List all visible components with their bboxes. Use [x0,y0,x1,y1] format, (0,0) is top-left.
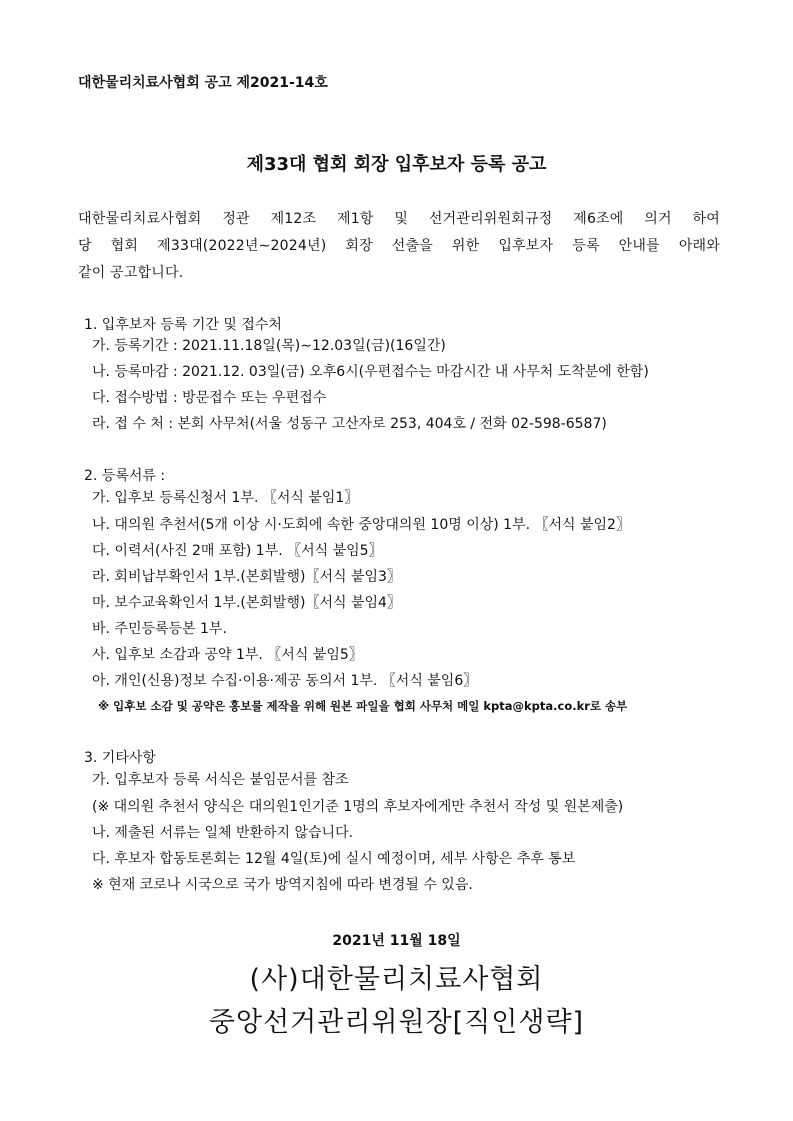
section3-item: ※ 현재 코로나 시국으로 국가 방역지침에 따라 변경될 수 있음. [92,877,473,893]
section2-item: 다. 이력서(사진 2매 포함) 1부. 〖서식 붙임5〗 [92,543,383,559]
section1-item: 가. 등록기간 : 2021.11.18일(목)∼12.03일(금)(16일간) [92,338,446,354]
signatory: 중앙선거관리위원장[직인생략] [208,1007,585,1038]
section2-heading: 2. 등록서류 : [84,468,166,484]
section2-item: 가. 입후보 등록신청서 1부. 〖서식 붙임1〗 [92,490,359,506]
intro-paragraph [78,206,720,287]
section1-item: 나. 등록마감 : 2021.12. 03일(금) 오후6시(우편접수는 마감시간 내 사무처 도착분에 한함) [92,364,649,380]
section3-item: 나. 제출된 서류는 일체 반환하지 않습니다. [92,825,354,841]
section2-item: 마. 보수교육확인서 1부.(본회발행)〖서식 붙임4〗 [92,595,401,611]
section1-item: 다. 접수방법 : 방문접수 또는 우편접수 [92,390,327,406]
section2-item: 아. 개인(신용)정보 수집·이용·제공 동의서 1부. 〖서식 붙임6〗 [92,673,478,689]
section3-item: (※ 대의원 추천서 양식은 대의원1인기준 1명의 후보자에게만 추천서 작성 및 원본제출) [92,799,624,815]
intro-line: 당 협회 제33대(2022년∼2024년) 회장 선출을 위한 입후보자 등록 안내를 아래와 [78,238,720,254]
section2-item: 사. 입후보 소감과 공약 1부. 〖서식 붙임5〗 [92,647,363,663]
section1-heading: 1. 입후보자 등록 기간 및 접수처 [84,317,282,333]
section2-item: 바. 주민등록등본 1부. [92,621,227,637]
organization-name: (사)대한물리치료사협회 [249,964,544,995]
submission-note: ※ 입후보 소감 및 공약은 홍보물 제작을 위해 원본 파일을 협회 사무처 메일 kpta@kpta.co.kr로 송부 [98,699,628,713]
section3-item: 가. 입후보자 등록 서식은 붙임문서를 참조 [92,772,349,788]
section3-item: 다. 후보자 합동토론회는 12월 4일(토)에 실시 예정이며, 세부 사항은 추후 통보 [92,851,576,867]
notice-date: 2021년 11월 18일 [332,933,461,949]
section2-item: 나. 대의원 추천서(5개 이상 시·도회에 속한 중앙대의원 10명 이상) 1부. 〖서식 붙임2〗 [92,517,630,533]
intro-line: 대한물리치료사협회 정관 제12조 제1항 및 선거관리위원회규정 제6조에 의거 하여 [78,211,720,227]
notice-number: 대한물리치료사협회 공고 제2021-14호 [78,75,328,91]
document-title: 제33대 협회 회장 입후보자 등록 공고 [246,154,547,175]
section3-heading: 3. 기타사항 [84,750,156,766]
section1-item: 라. 접 수 처 : 본회 사무처(서울 성동구 고산자로 253, 404호 / 전화 02-598-6587) [92,416,607,432]
intro-line: 같이 공고합니다. [78,265,184,281]
section2-item: 라. 회비납부확인서 1부.(본회발행)〖서식 붙임3〗 [92,569,401,585]
